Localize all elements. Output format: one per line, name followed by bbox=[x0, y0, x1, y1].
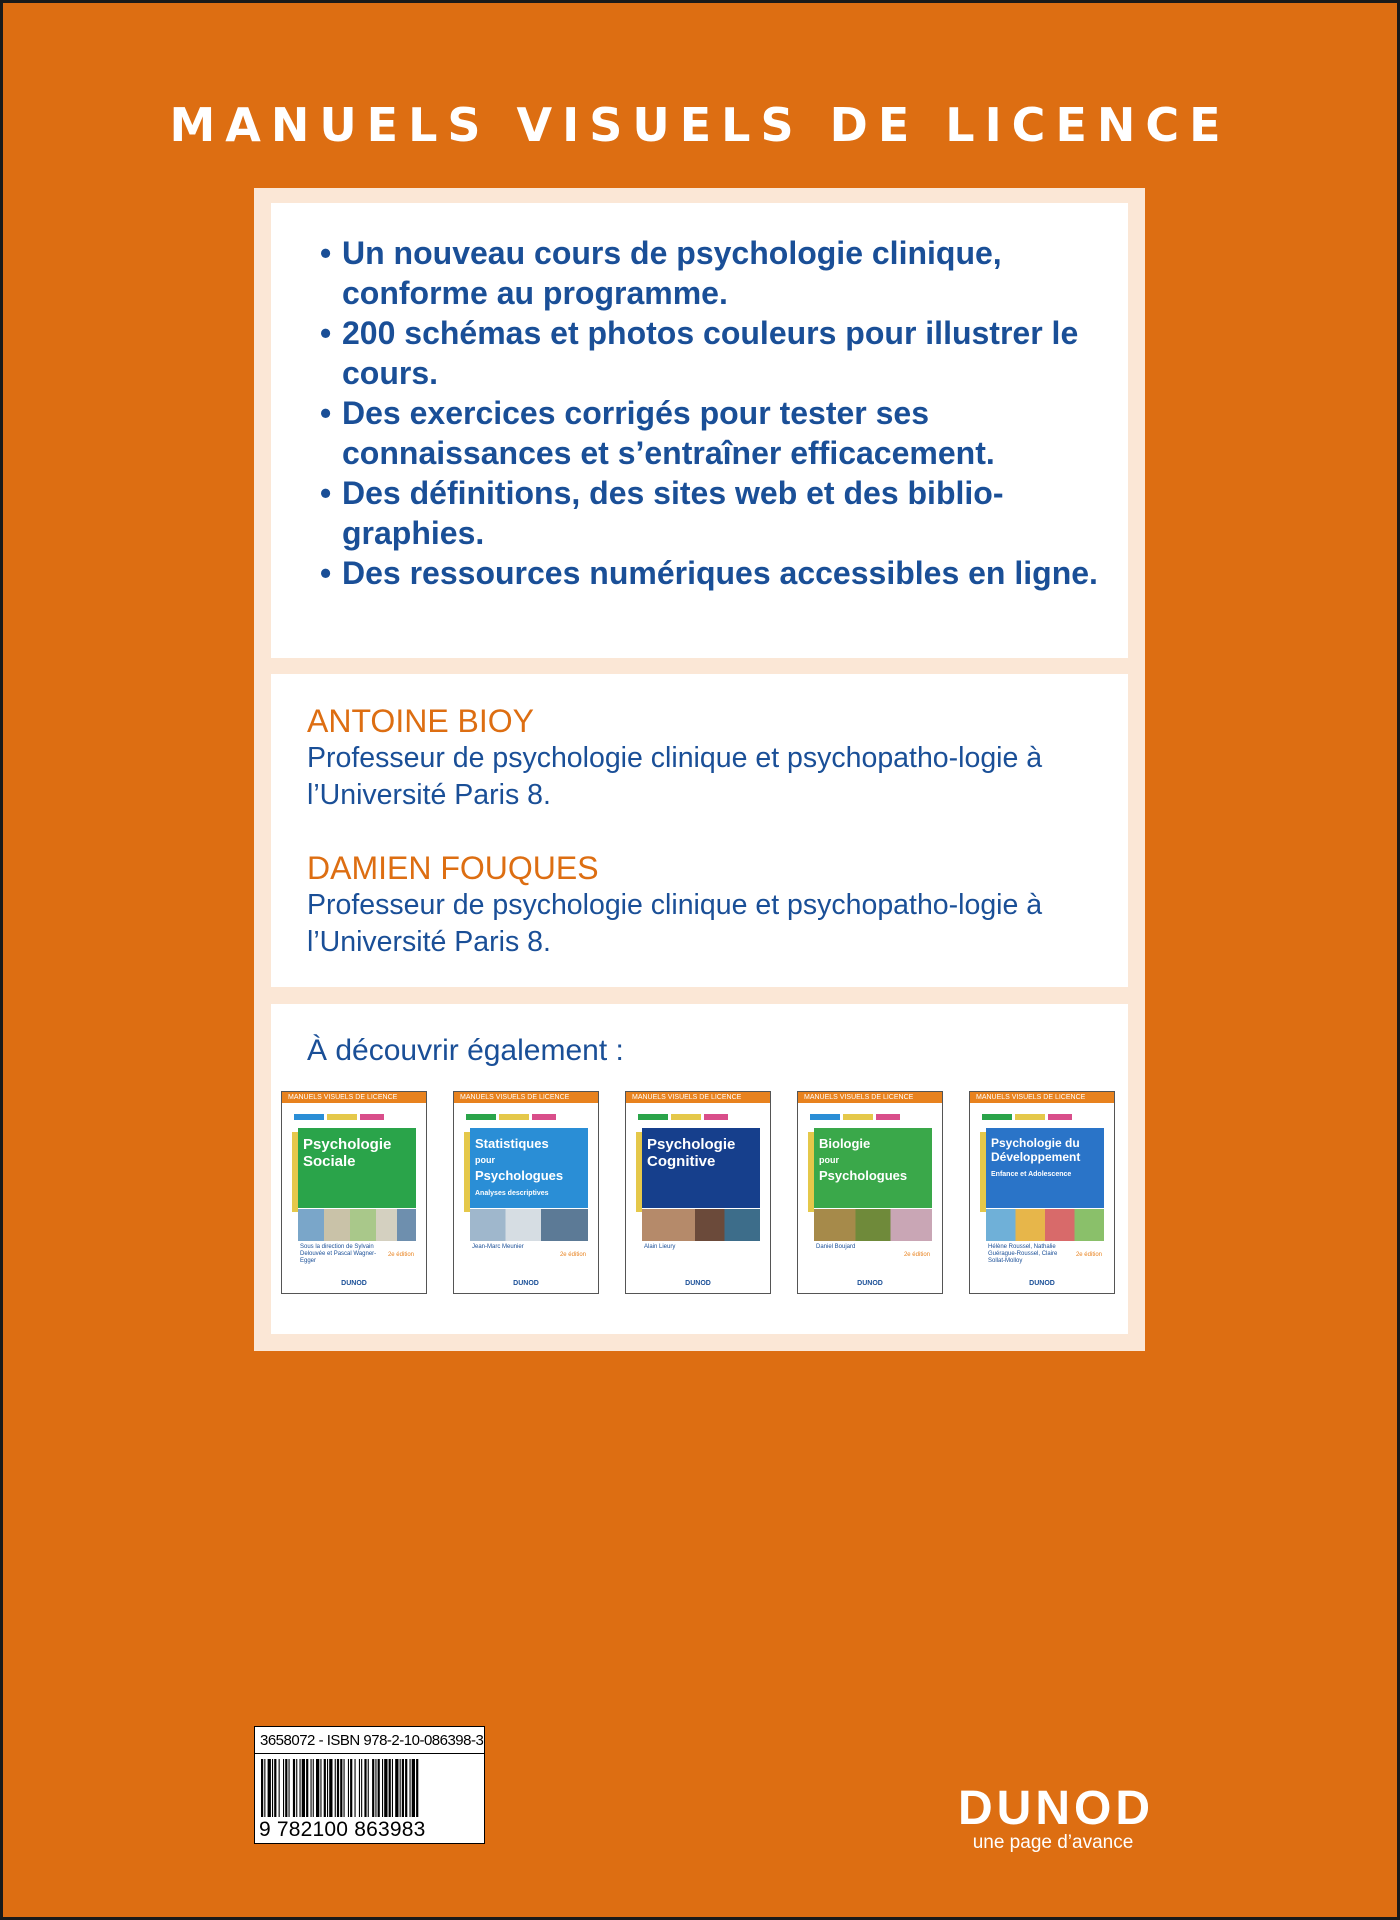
publisher-name: DUNOD bbox=[958, 1782, 1154, 1835]
book-cover-thumbnail[interactable] bbox=[625, 1091, 771, 1294]
barcode-bar bbox=[264, 1759, 265, 1817]
author-block bbox=[307, 849, 1107, 961]
barcode-bar bbox=[329, 1759, 332, 1817]
book-authors: Alain Lieury bbox=[644, 1244, 676, 1250]
barcode-bar bbox=[361, 1759, 362, 1817]
barcode-bar bbox=[306, 1759, 308, 1817]
barcode-bar bbox=[416, 1759, 418, 1817]
book-authors: Daniel Boujard bbox=[816, 1244, 856, 1250]
publisher-tagline: une page d’avance bbox=[972, 1832, 1134, 1853]
barcode-digits: 9 782100 863983 bbox=[259, 1818, 426, 1841]
barcode-bar bbox=[313, 1759, 314, 1817]
barcode-bar bbox=[296, 1759, 297, 1817]
book-series-strip: MANUELS VISUELS DE LICENCE bbox=[282, 1092, 426, 1103]
barcode-bar bbox=[355, 1759, 356, 1817]
barcode-bar bbox=[344, 1759, 345, 1817]
feature-item: • Des exercices corrigés pour tester ses connaissances et s’entraîner efficacement. bbox=[320, 395, 995, 471]
book-publisher: DUNOD bbox=[1029, 1280, 1055, 1287]
book-edition: 2e édition bbox=[387, 1252, 414, 1258]
book-authors: Jean-Marc Meunier bbox=[472, 1244, 524, 1250]
barcode-bar bbox=[293, 1759, 295, 1817]
isbn-header: 3658072 - ISBN 978-2-10-086398-3 bbox=[255, 1727, 484, 1754]
book-cover-thumbnail[interactable] bbox=[969, 1091, 1115, 1294]
barcode-bar bbox=[285, 1759, 287, 1817]
book-publisher: DUNOD bbox=[857, 1280, 883, 1287]
book-title-panel: Biologie pour Psychologues bbox=[814, 1128, 932, 1208]
barcode-bar bbox=[340, 1759, 342, 1817]
author-name: DAMIEN FOUQUES bbox=[307, 850, 599, 886]
book-title-panel: Psychologie Sociale bbox=[298, 1128, 416, 1208]
feature-list bbox=[320, 233, 1110, 593]
barcode-bar bbox=[405, 1759, 407, 1817]
barcode-bar bbox=[316, 1759, 319, 1817]
barcode-bar bbox=[268, 1759, 271, 1817]
barcode-bar bbox=[327, 1759, 328, 1817]
barcode-bar bbox=[348, 1759, 349, 1817]
barcode-bar bbox=[274, 1759, 276, 1817]
book-publisher: DUNOD bbox=[513, 1280, 539, 1287]
barcode-bar bbox=[382, 1759, 383, 1817]
barcode-bars bbox=[261, 1759, 479, 1817]
barcode-bar bbox=[311, 1759, 312, 1817]
barcode-bar bbox=[410, 1759, 411, 1817]
barcode-bar bbox=[289, 1759, 290, 1817]
author-name: ANTOINE BIOY bbox=[307, 703, 535, 739]
book-cover-thumbnail[interactable] bbox=[281, 1091, 427, 1294]
book-series-strip: MANUELS VISUELS DE LICENCE bbox=[454, 1092, 598, 1103]
book-authors: Hélène Roussel, Nathalie Guérague-Roussel, Claire Sollat-Molloy bbox=[988, 1244, 1058, 1264]
barcode-bar bbox=[364, 1759, 366, 1817]
barcode-bar bbox=[335, 1759, 336, 1817]
author-role: Professeur de psychologie clinique et psychopatho-logie à l’Université Paris 8. bbox=[307, 889, 1043, 958]
book-edition: 2e édition bbox=[559, 1252, 586, 1258]
feature-item: • 200 schémas et photos couleurs pour illustrer le cours. bbox=[320, 315, 1079, 391]
barcode-bar bbox=[302, 1759, 305, 1817]
book-publisher: DUNOD bbox=[685, 1280, 711, 1287]
barcode-bar bbox=[337, 1759, 339, 1817]
book-series-strip: MANUELS VISUELS DE LICENCE bbox=[798, 1092, 942, 1103]
feature-item: • Un nouveau cours de psychologie clinique, conforme au programme. bbox=[320, 235, 1002, 311]
series-title: MANUELS VISUELS DE LICENCE bbox=[169, 98, 1231, 152]
barcode-bar bbox=[389, 1759, 391, 1817]
book-authors: Sous la direction de Sylvain Delouvée et Pascal Wagner-Egger bbox=[300, 1244, 377, 1264]
barcode-bar bbox=[412, 1759, 415, 1817]
book-cover-thumbnail[interactable] bbox=[453, 1091, 599, 1294]
book-title-panel: Psychologie du Développement Enfance et Adolescence bbox=[986, 1128, 1104, 1208]
barcode-bar bbox=[261, 1759, 263, 1817]
barcode-bar bbox=[272, 1759, 273, 1817]
barcode-bar bbox=[392, 1759, 393, 1817]
barcode-bar bbox=[320, 1759, 321, 1817]
barcode-bar bbox=[368, 1759, 369, 1817]
barcode-bar bbox=[324, 1759, 326, 1817]
barcode-bar bbox=[378, 1759, 380, 1817]
barcode-bar bbox=[350, 1759, 352, 1817]
feature-item: • Des ressources numériques accessibles en ligne. bbox=[320, 555, 1098, 591]
isbn-barcode bbox=[254, 1726, 485, 1844]
book-title-panel: Statistiques pour Psychologues Analyses descriptives bbox=[470, 1128, 588, 1208]
book-series-strip: MANUELS VISUELS DE LICENCE bbox=[626, 1092, 770, 1103]
barcode-bar bbox=[384, 1759, 387, 1817]
barcode-bar bbox=[400, 1759, 401, 1817]
barcode-bar bbox=[359, 1759, 360, 1817]
book-edition: 2e édition bbox=[903, 1252, 930, 1258]
feature-item: • Des définitions, des sites web et des biblio-graphies. bbox=[320, 475, 1004, 551]
book-edition: 2e édition bbox=[1075, 1252, 1102, 1258]
related-books-heading: À découvrir également : bbox=[307, 1034, 624, 1067]
barcode-bar bbox=[283, 1759, 284, 1817]
barcode-bar bbox=[395, 1759, 398, 1817]
publisher-logo bbox=[958, 1782, 1154, 1854]
book-title-panel: Psychologie Cognitive bbox=[642, 1128, 760, 1208]
barcode-bar bbox=[375, 1759, 376, 1817]
author-role: Professeur de psychologie clinique et psychopatho-logie à l’Université Paris 8. bbox=[307, 742, 1043, 811]
barcode-bar bbox=[372, 1759, 374, 1817]
barcode-bar bbox=[300, 1759, 301, 1817]
author-block bbox=[307, 702, 1107, 814]
book-publisher: DUNOD bbox=[341, 1280, 367, 1287]
barcode-bar bbox=[402, 1759, 404, 1817]
book-series-strip: MANUELS VISUELS DE LICENCE bbox=[970, 1092, 1114, 1103]
barcode-bar bbox=[279, 1759, 280, 1817]
book-cover-thumbnail[interactable] bbox=[797, 1091, 943, 1294]
